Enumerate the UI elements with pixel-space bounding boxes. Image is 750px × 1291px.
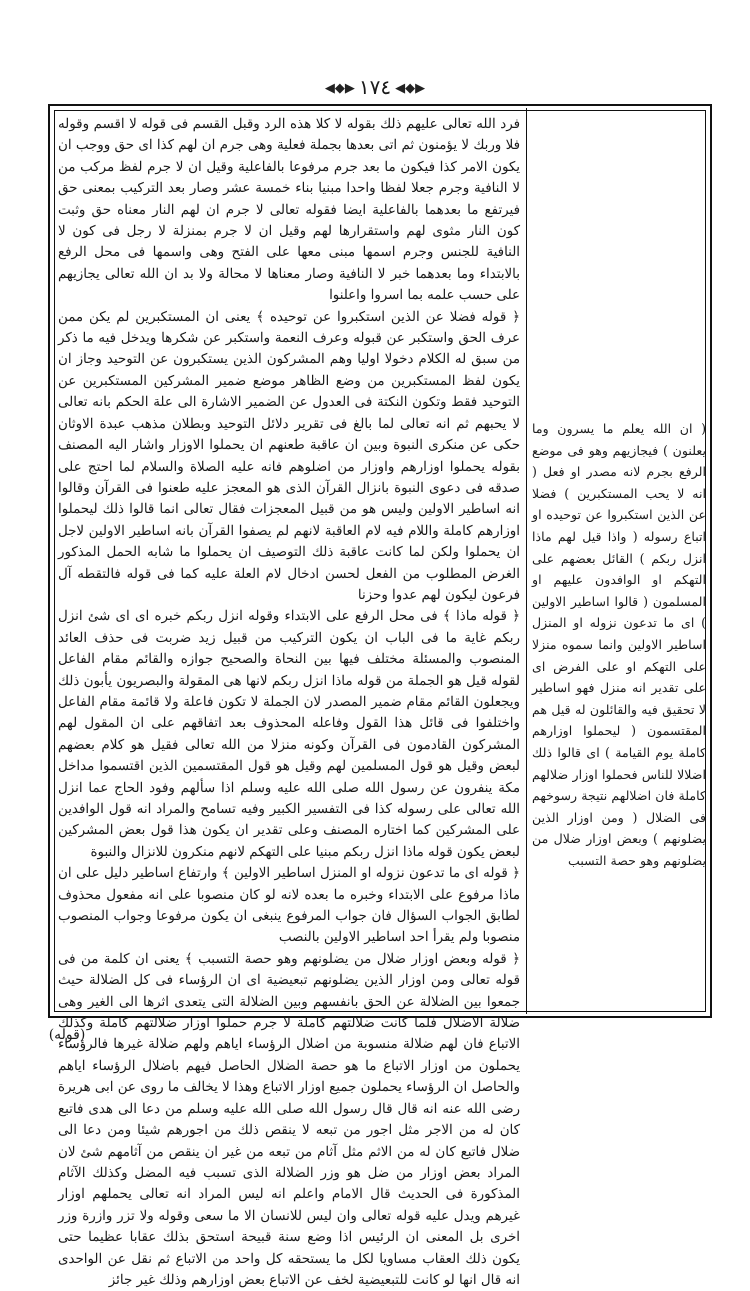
ornament-right: ◀◆▶ — [395, 80, 426, 96]
margin-tafsir-column — [532, 418, 706, 868]
page-number-text: ١٧٤ — [358, 75, 392, 99]
margin-paragraph: ( ان الله يعلم ما يسرون وما يعلنون ) فيجازيهم وهو فى موضع الرفع بجرم لانه مصدر او فعل ( انه لا يحب المستكبرين ) فضلا عن الذين استكبروا عن توحيده او اتباع رسوله ( واذا قيل لهم ماذا انزل ربكم ) القائل بعضهم على التهكم او الوافدون عليهم او المسلمون ( قالوا اساطير الاولين ) اى ما تدعون نزوله او المنزل اساطير الاولين وانما سموه منزلا على التهكم او على الفرض اى على تقدير انه منزل فهو اساطير لا تحقيق فيه والقائلون له قيل هم المقتسمون ( ليحملوا اوزارهم كاملة يوم القيامة ) اى قالوا ذلك اضلالا للناس فحملوا اوزار ضلالهم كاملة فان اضلالهم نتيجة رسوخهم فى الضلال ( ومن اوزار الذين يضلونهم ) وبعض اوزار ضلال من يضلونهم وهو حصة التسبب — [532, 421, 706, 868]
ornament-left: ◀◆▶ — [324, 80, 355, 96]
commentary-paragraph: ﴿ قوله فضلا عن الذين استكبروا عن توحيده ﴾ يعنى ان المستكبرين لم يكن ممن عرف الحق واستكبر عن قبوله وعرف النعمة واستكبر عن شكرها ويدخل فيه ما ذكر من سبق له الكلام دخولا اوليا وهم المشركون الذين يستكبرون عن التوحيد وجاز ان يكون لفظ المستكبرين من وضع الظاهر موضع ضمير المشركين المستكبرين عن التوحيد فقط وتكون النكتة فى العدول عن الضمير الاشارة الى علة الحكم بانه تعالى لا يحبهم ثم انه تعالى لما بالغ فى تقرير دلائل التوحيد وبطلان مذهب عبدة الاوثان حكى عن منكرى النبوة وبين ان عاقبة طعنهم ان يحملوا الاوزار واشار اليه المصنف بقوله يحملوا اوزارهم واوزار من اضلوهم فانه عليه الصلاة والسلام لما احتج على صدقه فى دعوى النبوة بانزال القرآن الذى هو المعجز عليه طعنوا فى القرآن وقالوا انه اساطير الاولين وليس هو من قبيل المعجزات فقال تعالى انما قالوا ذلك ليحملوا اوزارهم كاملة واللام فيه لام العاقبة لانهم لم يصفوا القرآن بانه اساطير الاولين لاجل ان يحملوا ولكن لما كانت عاقبة ذلك التوصيف ان يحملوا ما شابه الحمل المذكور الغرض المطلوب من الفعل لحسن ادخال لام العلة عليه كما فى قوله فالتقطه آل فرعون ليكون لهم عدوا وحزنا — [58, 309, 520, 603]
column-divider — [526, 108, 527, 1014]
commentary-paragraph: ﴿ قوله ماذا ﴾ فى محل الرفع على الابتداء وقوله انزل ربكم خبره اى اى شئ انزل ربكم غاية ما فى الباب ان يكون التركيب من قبيل زيد ضربت فى حذف العائد المنصوب والمسئلة مختلف فيها بين النحاة والصحيح جوازه والقائم مقام الفاعل لقوله قيل هو الجملة من قوله ماذا انزل ربكم لانها هى المقولة والبصريون يأبون ذلك ويجعلون القائم مقام ضمير المصدر لان الجملة لا تكون فاعلة ولا قائمة مقام الفاعل واختلفوا فى قائل هذا القول وفاعله المحذوف بعد اتفاقهم على ان المقول لهم المشركون القادمون فى القرآن وكونه منزلا من الله تعالى فقيل هو كلام بعضهم لبعض وقيل هو قول المسلمين لهم وقيل هو قول المقتسمين الذين اقتسموا مداخل مكة ينفرون عن رسول الله صلى الله عليه وسلم اذا سألهم وفود الحاج عما انزل الله تعالى على رسوله كذا فى التفسير الكبير وفيه تسامح والمراد انه قول الوافدين على المشركين كما اختاره المصنف وعلى تقدير ان يكون هذا قول بعض المشركين لبعض يكون قوله ماذا انزل ربكم مبنيا على التهكم لانهم منكرون للانزال والنبوة — [58, 609, 520, 860]
page-number — [300, 74, 450, 100]
main-commentary-column — [58, 114, 520, 1288]
catchword: (قوله) — [48, 1027, 86, 1043]
commentary-paragraph: ﴿ قوله اى ما تدعون نزوله او المنزل اساطير الاولين ﴾ وارتفاع اساطير دليل على ان ماذا مرفوع على الابتداء وخبره ما بعده لانه لو كان منصوبا على انه مفعول محذوف لطابق الجواب السؤال فان جواب المرفوع ينبغى ان يكون مرفوعا وجواب المنصوب منصوبا ولم يقرأ احد اساطير الاولين بالنصب — [58, 866, 520, 946]
commentary-paragraph: فرد الله تعالى عليهم ذلك بقوله لا كلا هذه الرد وقبل القسم فى قوله لا اقسم وقوله فلا وربك لا يؤمنون ثم اتى بعدها بجملة فعلية وهى جرم ان لهم كذا اى حق ووجب ان يكون الامر كذا فيكون ما بعد جرم مرفوعا بالفاعلية وقيل ان لا جرم لفظ مركب من لا النافية وجرم جعلا لفظا واحدا مبنيا بناء خمسة عشر وصار بعد التركيب بمعنى حق فيرتفع ما بعدهما بالفاعلية ايضا فقوله تعالى لا جرم ان لهم النار معناه حق وثبت كون النار مثوى لهم واستقرارها لهم وقيل ان لا جرم بمنزلة لا رجل فى كون لا النافية للجنس وجرم اسمها مبنى معها على الفتح وهى واسمها فى محل الرفع بالابتداء وما بعدهما خبر لا النافية وصار معناها لا محالة ولا بد ان الله تعالى يجازيهم على حسب علمه بما اسروا واعلنوا — [58, 117, 520, 304]
commentary-paragraph: ﴿ قوله وبعض اوزار ضلال من يضلونهم وهو حصة التسبب ﴾ يعنى ان كلمة من فى قوله تعالى ومن اوزار الذين يضلونهم تبعيضية اى ان الرؤساء فى كل الضلالة حيث جمعوا بين الضلالة عن الحق بانفسهم وبين الضلالة التى يتعدى اثرها الى الغير وهى ضلالة الاضلال فلما كانت ضلالتهم كاملة لا جرم حملوا اوزار ضلالتهم كاملة وكذلك الاتباع فان لهم ضلالة منسوبة من اضلال الرؤساء اياهم ولهم ضلالة غيرها فالرؤساء يحملون من اوزار الاتباع ما هو حصة الضلال الحاصل فيهم باضلال الرؤساء اياهم والحاصل ان الرؤساء يحملون جميع اوزار الاتباع وهذا لا يخالف ما روى عن ابى هريرة رضى الله عنه انه قال قال رسول الله صلى الله عليه وسلم من دعا الى هدى فاتبع كان له من الاجر مثل اجور من تبعه لا ينقص ذلك من اجورهم شيئا ومن دعا الى ضلال فاتبع كان له من الاثم مثل آثام من تبعه من غير ان ينقص من آثامهم شئ لان المراد بعض اوزار من ضل هو وزر الضلالة الذى تسبب فيه المضل وكذلك الآثام المذكورة فى الحديث قال الامام واعلم انه ليس المراد انه تعالى يحملهم اوزار غيرهم ويدل عليه قوله تعالى وان ليس للانسان الا ما سعى وقوله ولا تزر وازرة وزر اخرى بل المعنى ان الرئيس اذا وضع سنة قبيحة استحق بذلك عقابا عظيما حتى يكون ذلك العقاب مساويا لكل ما يستحقه كل واحد من الاتباع ثم نقل عن الواحدى انه قال انها لو كانت للتبعيضية لخف عن الاتباع بعض اوزارهم وذلك غير جائز — [58, 951, 520, 1288]
